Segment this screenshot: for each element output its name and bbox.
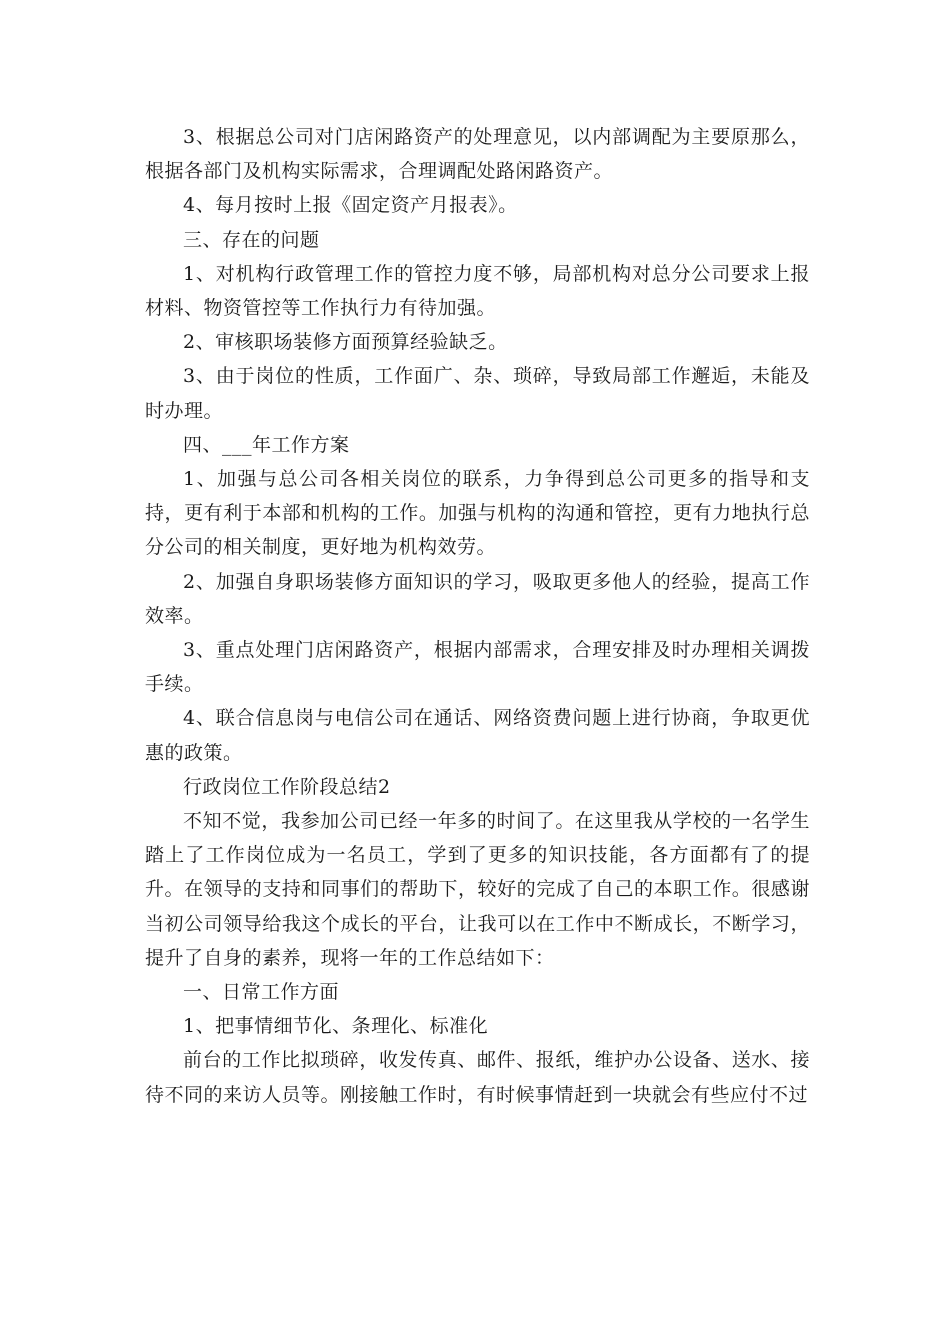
paragraph: 3、由于岗位的性质，工作面广、杂、琐碎，导致局部工作邂逅，未能及时办理。 — [145, 365, 810, 422]
paragraph: 2、加强自身职场装修方面知识的学习，吸取更多他人的经验，提高工作效率。 — [145, 570, 810, 627]
paragraph: 2、审核职场装修方面预算经验缺乏。 — [183, 331, 508, 354]
paragraph: 4、联合信息岗与电信公司在通话、网络资费问题上进行协商，争取更优惠的政策。 — [145, 707, 810, 764]
document-body — [145, 120, 810, 1112]
paragraph: 1、把事情细节化、条理化、标准化 — [183, 1015, 489, 1038]
paragraph: 3、重点处理门店闲路资产，根据内部需求，合理安排及时办理相关调拨手续。 — [145, 639, 810, 696]
paragraph: 4、每月按时上报《固定资产月报表》。 — [183, 194, 518, 217]
paragraph: 前台的工作比拟琐碎，收发传真、邮件、报纸，维护办公设备、送水、接待不同的来访人员等。刚接触工作时，有时候事情赶到一块就会有些应付不过 — [145, 1049, 810, 1106]
paragraph: 1、对机构行政管理工作的管控力度不够，局部机构对总分公司要求上报材料、物资管控等工作执行力有待加强。 — [145, 262, 810, 320]
paragraph: 3、根据总公司对门店闲路资产的处理意见，以内部调配为主要原那么，根据各部门及机构实际需求，合理调配处路闲路资产。 — [145, 126, 810, 183]
section-heading: 一、日常工作方面 — [183, 981, 340, 1004]
document-subtitle: 行政岗位工作阶段总结2 — [183, 775, 391, 798]
section-heading: 三、存在的问题 — [183, 228, 320, 251]
paragraph: 1、加强与总公司各相关岗位的联系，力争得到总公司更多的指导和支持，更有利于本部和机构的工作。加强与机构的沟通和管控，更有力地执行总分公司的相关制度，更好地为机构效劳。 — [145, 468, 810, 559]
paragraph: 不知不觉，我参加公司已经一年多的时间了。在这里我从学校的一名学生踏上了工作岗位成为一名员工，学到了更多的知识技能，各方面都有了的提升。在领导的支持和同事们的帮助下，较好的完成了自己的本职工作。很感谢当初公司领导给我这个成长的平台，让我可以在工作中不断成长，不断学习，提升了自身的素养，现将一年的工作总结如下： — [145, 810, 810, 969]
section-heading: 四、___年工作方案 — [183, 433, 350, 456]
